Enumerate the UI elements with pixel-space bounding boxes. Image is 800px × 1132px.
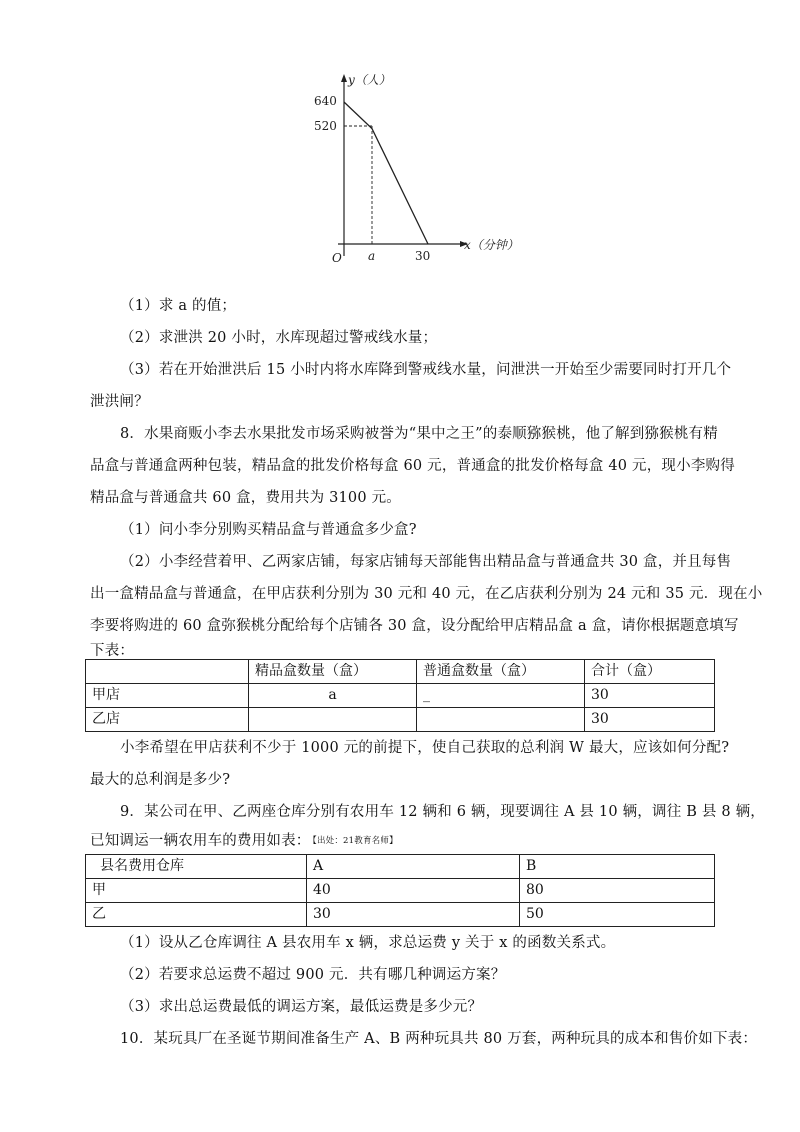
series-line [344, 102, 428, 244]
table-header-cell: 精品盒数量（盒） [249, 660, 417, 684]
q9-part3: （3）求出总运费最低的调运方案，最低运费是多少元？ [120, 999, 483, 1015]
q9-table [85, 854, 715, 927]
table-cell [417, 708, 585, 732]
q8-part2-line1: （2）小李经营着甲、乙两家店铺，每家店铺每天部能售出精品盒与普通盒共 30 盒，并且每售 [120, 554, 732, 570]
table-cell: 40 [307, 879, 520, 903]
x-axis-label: x（分钟） [464, 238, 519, 252]
table-row [86, 855, 715, 879]
table-cell: 甲 [86, 879, 307, 903]
q8-line2: 品盒与普通盒两种包装，精品盒的批发价格每盒 60 元，普通盒的批发价格每盒 40 元，现小李购得 [90, 458, 735, 474]
q9-part1: （1）设从乙仓库调往 A 县农用车 x 辆，求总运费 y 关于 x 的函数关系式。 [120, 935, 616, 951]
table-header-cell: B [520, 855, 715, 879]
table-row [86, 684, 715, 708]
table-header-cell: 合计（盒） [585, 660, 715, 684]
source-note: 【出处：21教育名师】 [312, 836, 398, 846]
table-row [86, 708, 715, 732]
q8-line1: 8．水果商贩小李去水果批发市场采购被誉为“果中之王”的泰顺猕猴桃，他了解到猕猴桃有精 [120, 426, 718, 442]
table-cell: 50 [520, 903, 715, 927]
y-axis-arrow [341, 74, 347, 82]
q8-part2-line2: 出一盒精品盒与普通盒，在甲店获利分别为 30 元和 40 元，在乙店获利分别为 24 元和 35 元．现在小 [90, 586, 763, 602]
table-cell: 乙店 [86, 708, 249, 732]
table-header-cell: A [307, 855, 520, 879]
q8-line3: 精品盒与普通盒共 60 盒，费用共为 3100 元。 [90, 490, 401, 506]
q9-line2-text: 已知调运一辆农用车的费用如表： [90, 833, 311, 849]
x-tick-30: 30 [415, 249, 431, 263]
y-tick-640: 640 [314, 94, 337, 108]
table-cell: 30 [585, 708, 715, 732]
table-cell: 30 [585, 684, 715, 708]
q7-part3-line1: （3）若在开始泄洪后 15 小时内将水库降到警戒线水量，问泄洪一开始至少需要同时打开几个 [120, 362, 732, 378]
q8-part1: （1）问小李分别购买精品盒与普通盒多少盒? [120, 522, 417, 538]
q8-table [85, 659, 715, 732]
table-row [86, 879, 715, 903]
q7-part1: （1）求 a 的值； [120, 298, 237, 314]
table-row [86, 660, 715, 684]
table-cell: 乙 [86, 903, 307, 927]
q9-part2: （2）若要求总运费不超过 900 元．共有哪几种调运方案？ [120, 967, 506, 983]
q8-part2-line4: 下表： [90, 643, 135, 659]
table-cell [249, 708, 417, 732]
line-graph [312, 72, 519, 272]
x-tick-a: a [368, 249, 376, 263]
table-cell: 甲店 [86, 684, 249, 708]
table-row [86, 903, 715, 927]
q8-after-line2: 最大的总利润是多少? [90, 772, 231, 788]
q9-line1: 9．某公司在甲、乙两座仓库分别有农用车 12 辆和 6 辆，现要调往 A 县 10 辆，调往 B 县 8 辆， [120, 804, 766, 820]
q8-part2-line3: 李要将购进的 60 盒弥猴桃分配给每个店铺各 30 盒，设分配给甲店精品盒 a 盒，请你根据题意填写 [90, 618, 739, 634]
table-cell: 30 [307, 903, 520, 927]
table-cell: 80 [520, 879, 715, 903]
table-cell: a [249, 684, 417, 708]
q9-line2 [90, 831, 398, 851]
table-cell [86, 660, 249, 684]
q8-after-line1: 小李希望在甲店获利不少于 1000 元的前提下，使自己获取的总利润 W 最大，应该如何分配? [120, 740, 730, 756]
q7-part3-line2: 泄洪闸？ [90, 394, 149, 410]
q10-line1: 10．某玩具厂在圣诞节期间准备生产 A、B 两种玩具共 80 万套，两种玩具的成本和售价如下表： [120, 1031, 758, 1047]
table-cell: _ [417, 684, 585, 708]
origin-label: O [332, 251, 342, 265]
q7-part2: （2）求泄洪 20 小时，水库现超过警戒线水量； [120, 330, 438, 346]
table-header-cell: 县名费用仓库 [86, 855, 307, 879]
y-tick-520: 520 [314, 119, 337, 133]
table-header-cell: 普通盒数量（盒） [417, 660, 585, 684]
y-axis-label: y（人） [348, 73, 391, 87]
